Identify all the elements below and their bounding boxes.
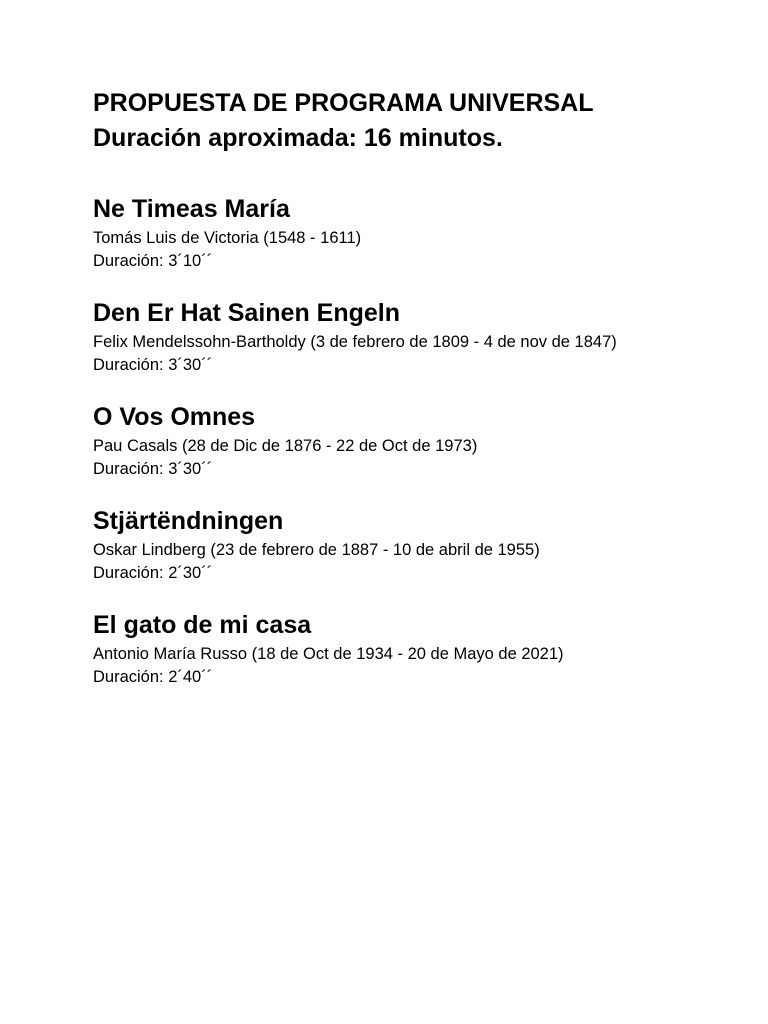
program-list	[93, 194, 713, 689]
piece-duration: Duración: 3´10´´	[93, 252, 213, 270]
piece-duration: Duración: 2´30´´	[93, 564, 213, 582]
piece-duration: Duración: 3´30´´	[93, 356, 213, 374]
document-title: PROPUESTA DE PROGRAMA UNIVERSAL	[93, 89, 594, 117]
document-header	[93, 86, 713, 156]
piece-duration: Duración: 3´30´´	[93, 460, 213, 478]
piece-item	[93, 610, 713, 689]
piece-title: O Vos Omnes	[93, 403, 256, 431]
piece-title: El gato de mi casa	[93, 611, 312, 639]
piece-composer: Pau Casals (28 de Dic de 1876 - 22 de Oct de 1973)	[93, 437, 478, 455]
piece-composer: Felix Mendelssohn-Bartholdy (3 de febrero de 1809 - 4 de nov de 1847)	[93, 333, 617, 351]
document-subtitle: Duración aproximada: 16 minutos.	[93, 124, 503, 152]
piece-composer: Tomás Luis de Victoria (1548 - 1611)	[93, 229, 362, 247]
piece-item	[93, 298, 713, 377]
piece-item	[93, 402, 713, 481]
piece-item	[93, 194, 713, 273]
piece-item	[93, 506, 713, 585]
document-page	[93, 86, 713, 714]
piece-composer: Antonio María Russo (18 de Oct de 1934 - 20 de Mayo de 2021)	[93, 645, 564, 663]
piece-title: Den Er Hat Sainen Engeln	[93, 299, 401, 327]
piece-duration: Duración: 2´40´´	[93, 668, 213, 686]
piece-title: Stjärtëndningen	[93, 507, 284, 535]
piece-composer: Oskar Lindberg (23 de febrero de 1887 - 10 de abril de 1955)	[93, 541, 540, 559]
piece-title: Ne Timeas María	[93, 195, 290, 223]
